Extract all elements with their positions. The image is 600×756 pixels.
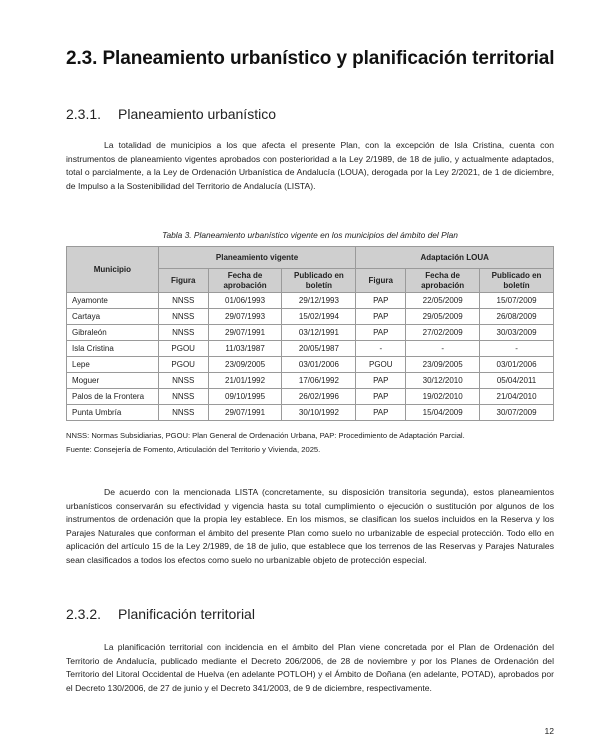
- table-row: [67, 293, 554, 309]
- cell-publicado: 26/02/1996: [282, 389, 356, 405]
- cell-municipio: Punta Umbría: [67, 405, 159, 421]
- cell-fecha: 21/01/1992: [208, 373, 282, 389]
- table-row: [67, 341, 554, 357]
- cell-publicado: 15/02/1994: [282, 309, 356, 325]
- paragraph-lista: [66, 486, 554, 568]
- header-fecha-aprobacion: Fecha de aprobación: [406, 269, 480, 293]
- table-row: [67, 373, 554, 389]
- page-number: 12: [544, 726, 554, 736]
- cell-publicado-loua: 15/07/2009: [480, 293, 554, 309]
- cell-municipio: Palos de la Frontera: [67, 389, 159, 405]
- table-row: [67, 389, 554, 405]
- cell-fecha-loua: 19/02/2010: [406, 389, 480, 405]
- cell-figura: NNSS: [158, 309, 208, 325]
- table-note-abbreviations: NNSS: Normas Subsidiarias, PGOU: Plan General de Ordenación Urbana, PAP: Procedimiento de Adaptación Parcial.: [66, 431, 465, 440]
- header-municipio: Municipio: [67, 247, 159, 293]
- cell-municipio: Ayamonte: [67, 293, 159, 309]
- header-publicado-boletin: Publicado en boletín: [282, 269, 356, 293]
- planning-table: [66, 246, 554, 421]
- cell-figura: NNSS: [158, 405, 208, 421]
- cell-fecha-loua: 29/05/2009: [406, 309, 480, 325]
- cell-municipio: Lepe: [67, 357, 159, 373]
- cell-figura: NNSS: [158, 325, 208, 341]
- cell-figura: PGOU: [158, 357, 208, 373]
- header-figura: Figura: [356, 269, 406, 293]
- cell-fecha-loua: -: [406, 341, 480, 357]
- cell-publicado: 03/12/1991: [282, 325, 356, 341]
- cell-fecha-loua: 22/05/2009: [406, 293, 480, 309]
- table-row: [67, 405, 554, 421]
- cell-publicado: 29/12/1993: [282, 293, 356, 309]
- paragraph-intro: [66, 139, 554, 193]
- cell-figura-loua: PAP: [356, 405, 406, 421]
- paragraph-text: De acuerdo con la mencionada LISTA (concretamente, su disposición transitoria segunda), estos planeamientos urbanísticos conservarán su efectividad y vigencia hasta su total cumplimiento o ejecución o sustitución por algunos de los instrumentos de ordenación que la propia ley establece. En los mismos, se clasifican los suelos incluidos en la Reserva y los Parajes Naturales que conforman el ámbito del presente Plan como suelo no urbanizable de especial protección. Todo ello en aplicación del artículo 15 de la Ley 2/1989, de 18 de julio, que establece que los terrenos de las Reservas y Parajes Naturales sean clasificados a todos los efectos como suelo no urbanizable objeto de protección especial.: [66, 487, 554, 565]
- section-heading-planeamiento: [66, 106, 276, 122]
- cell-publicado: 20/05/1987: [282, 341, 356, 357]
- table-row: [67, 357, 554, 373]
- section-heading-planificacion: [66, 606, 255, 622]
- cell-figura-loua: PGOU: [356, 357, 406, 373]
- header-fecha-aprobacion: Fecha de aprobación: [208, 269, 282, 293]
- cell-figura-loua: -: [356, 341, 406, 357]
- cell-figura-loua: PAP: [356, 389, 406, 405]
- section-title: Planeamiento urbanístico: [118, 106, 276, 122]
- cell-fecha-loua: 23/09/2005: [406, 357, 480, 373]
- header-figura: Figura: [158, 269, 208, 293]
- table-row: [67, 309, 554, 325]
- cell-fecha: 23/09/2005: [208, 357, 282, 373]
- cell-figura: NNSS: [158, 293, 208, 309]
- cell-publicado-loua: 26/08/2009: [480, 309, 554, 325]
- cell-publicado-loua: 05/04/2011: [480, 373, 554, 389]
- cell-publicado-loua: 30/07/2009: [480, 405, 554, 421]
- cell-figura: NNSS: [158, 389, 208, 405]
- cell-fecha: 29/07/1991: [208, 325, 282, 341]
- cell-fecha-loua: 30/12/2010: [406, 373, 480, 389]
- cell-fecha: 01/06/1993: [208, 293, 282, 309]
- section-number: 2.3.1.: [66, 106, 102, 122]
- header-adaptacion-loua: Adaptación LOUA: [356, 247, 554, 269]
- cell-fecha: 11/03/1987: [208, 341, 282, 357]
- cell-fecha: 09/10/1995: [208, 389, 282, 405]
- cell-fecha-loua: 15/04/2009: [406, 405, 480, 421]
- cell-municipio: Cartaya: [67, 309, 159, 325]
- section-title: Planificación territorial: [118, 606, 255, 622]
- paragraph-text: La planificación territorial con incidencia en el ámbito del Plan viene concretada por el Plan de Ordenación del Territorio de Andalucía, publicado mediante el Decreto 206/2006, de 28 de noviembre y por los Planes de Ordenación del Territorio del Litoral Occidental de Huelva (en adelante POTLOH) y el Ámbito de Doñana (en adelante, POTAD), aprobados por el Decreto 130/2006, de 27 de junio y el Decreto 341/2003, de 9 de diciembre, respectivamente.: [66, 642, 554, 693]
- table-note-source: Fuente: Consejería de Fomento, Articulación del Territorio y Vivienda, 2025.: [66, 445, 321, 454]
- cell-fecha: 29/07/1991: [208, 405, 282, 421]
- cell-fecha-loua: 27/02/2009: [406, 325, 480, 341]
- paragraph-text: La totalidad de municipios a los que afecta el presente Plan, con la excepción de Isla Cristina, cuenta con instrumentos de planeamiento vigentes aprobados con posterioridad a la Ley 2/1989, de 18 de julio, y actualmente adaptados, total o parcialmente, a la Ley de Ordenación Urbanística de Andalucía (LOUA), derogada por la Ley 2/2021, de 1 de diciembre, de Impulso a la Sostenibilidad del Territorio de Andalucía (LISTA).: [66, 140, 554, 191]
- cell-figura: NNSS: [158, 373, 208, 389]
- header-planeamiento-vigente: Planeamiento vigente: [158, 247, 356, 269]
- cell-fecha: 29/07/1993: [208, 309, 282, 325]
- cell-figura-loua: PAP: [356, 293, 406, 309]
- section-number: 2.3.2.: [66, 606, 102, 622]
- cell-publicado: 30/10/1992: [282, 405, 356, 421]
- cell-publicado-loua: 03/01/2006: [480, 357, 554, 373]
- cell-figura-loua: PAP: [356, 309, 406, 325]
- cell-figura-loua: PAP: [356, 373, 406, 389]
- cell-publicado: 03/01/2006: [282, 357, 356, 373]
- table-caption: Tabla 3. Planeamiento urbanístico vigente en los municipios del ámbito del Plan: [162, 230, 458, 240]
- paragraph-planificacion: [66, 641, 554, 695]
- cell-publicado-loua: 30/03/2009: [480, 325, 554, 341]
- cell-figura-loua: PAP: [356, 325, 406, 341]
- cell-publicado-loua: -: [480, 341, 554, 357]
- cell-municipio: Moguer: [67, 373, 159, 389]
- chapter-title: 2.3. Planeamiento urbanístico y planificación territorial: [66, 48, 555, 69]
- cell-publicado-loua: 21/04/2010: [480, 389, 554, 405]
- cell-publicado: 17/06/1992: [282, 373, 356, 389]
- header-publicado-boletin: Publicado en boletín: [480, 269, 554, 293]
- cell-municipio: Gibraleón: [67, 325, 159, 341]
- cell-figura: PGOU: [158, 341, 208, 357]
- table-row: [67, 325, 554, 341]
- cell-municipio: Isla Cristina: [67, 341, 159, 357]
